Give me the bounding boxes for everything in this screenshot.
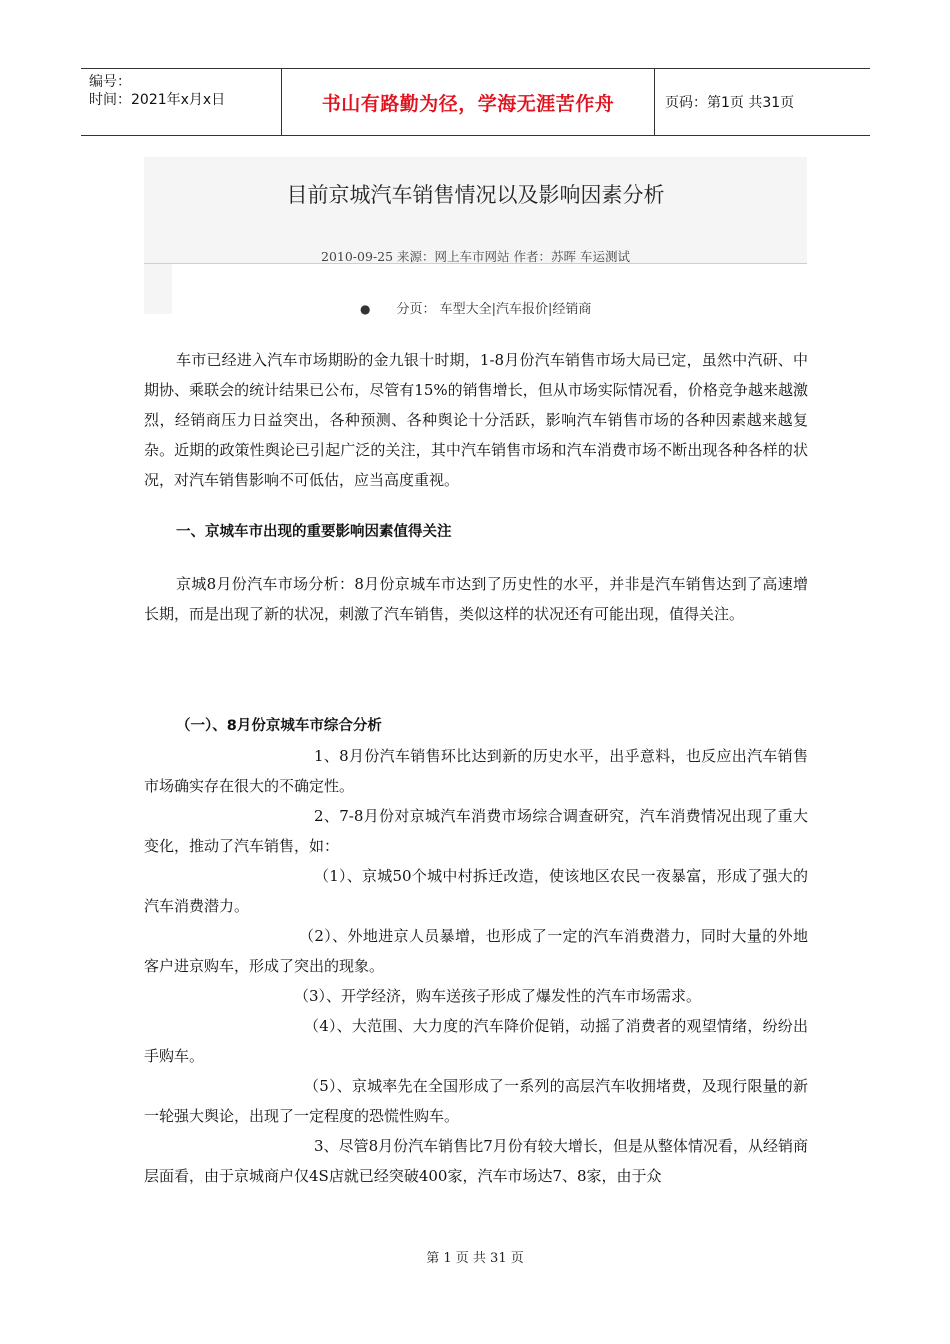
page-nav[interactable] (360, 298, 591, 317)
time-label: 时间：2021年x月x日 (89, 92, 226, 108)
list-item: 2、7-8月份对京城汽车消费市场综合调查研究，汽车消费情况出现了重大变化，推动了汽车销售，如： (144, 807, 808, 855)
list-item: （3）、开学经济，购车送孩子形成了爆发性的汽车市场需求。 (294, 987, 702, 1005)
article-body (144, 345, 808, 1191)
article-meta: 2010-09-25 来源：网上车市网站 作者：苏晖 车运测试 (321, 249, 630, 264)
nav-links[interactable]: 分页： 车型大全|汽车报价|经销商 (396, 302, 592, 317)
list-item: （4）、大范围、大力度的汽车降价促销，动摇了消费者的观望情绪，纷纷出手购车。 (144, 1017, 808, 1065)
list-item: （1）、京城50个城中村拆迁改造，使该地区农民一夜暴富，形成了强大的汽车消费潜力。 (144, 867, 808, 915)
list-item: （2）、外地进京人员暴增，也形成了一定的汽车消费潜力，同时大量的外地客户进京购车，形成了突出的现象。 (144, 927, 808, 975)
bullet-icon: ● (360, 302, 371, 316)
section-heading-2: （一）、8月份京城车市综合分析 (176, 718, 382, 734)
list-item: 1、8月份汽车销售环比达到新的历史水平，出乎意料，也反应出汽车销售市场确实存在很大的不确定性。 (144, 747, 808, 795)
analysis-list (144, 741, 808, 1191)
divider (144, 263, 807, 264)
paragraph-analysis: 京城8月份汽车市场分析：8月份京城车市达到了历史性的水平，并非是汽车销售达到了高速增长期，而是出现了新的状况，刺激了汽车销售，类似这样的状况还有可能出现，值得关注。 (144, 575, 808, 623)
list-item: 3、尽管8月份汽车销售比7月份有较大增长，但是从整体情况看，从经销商层面看，由于京城商户仅4S店就已经突破400家，汽车市场达7、8家，由于众 (144, 1137, 808, 1185)
page-info: 页码：第1页 共31页 (665, 95, 795, 111)
section-heading-1: 一、京城车市出现的重要影响因素值得关注 (176, 524, 452, 540)
article-title: 目前京城汽车销售情况以及影响因素分析 (286, 183, 665, 207)
motto: 书山有路勤为径，学海无涯苦作舟 (282, 69, 655, 135)
header-left (81, 69, 282, 135)
number-label: 编号： (89, 74, 131, 90)
list-item: （5）、京城率先在全国形成了一系列的高层汽车收拥堵费，及现行限量的新一轮强大舆论，出现了一定程度的恐慌性购车。 (144, 1077, 808, 1125)
decor-block (144, 264, 172, 314)
page-footer: 第 1 页 共 31 页 (426, 1251, 524, 1266)
paragraph-intro: 车市已经进入汽车市场期盼的金九银十时期，1-8月份汽车销售市场大局已定，虽然中汽研、中期协、乘联会的统计结果已公布，尽管有15%的销售增长，但从市场实际情况看，价格竞争越来越激烈，经销商压力日益突出，各种预测、各种舆论十分活跃，影响汽车销售市场的各种因素越来越复杂。近期的政策性舆论已引起广泛的关注，其中汽车销售市场和汽车消费市场不断出现各种各样的状况，对汽车销售影响不可低估，应当高度重视。 (144, 351, 808, 489)
document-header (81, 68, 870, 136)
title-box (144, 157, 807, 263)
